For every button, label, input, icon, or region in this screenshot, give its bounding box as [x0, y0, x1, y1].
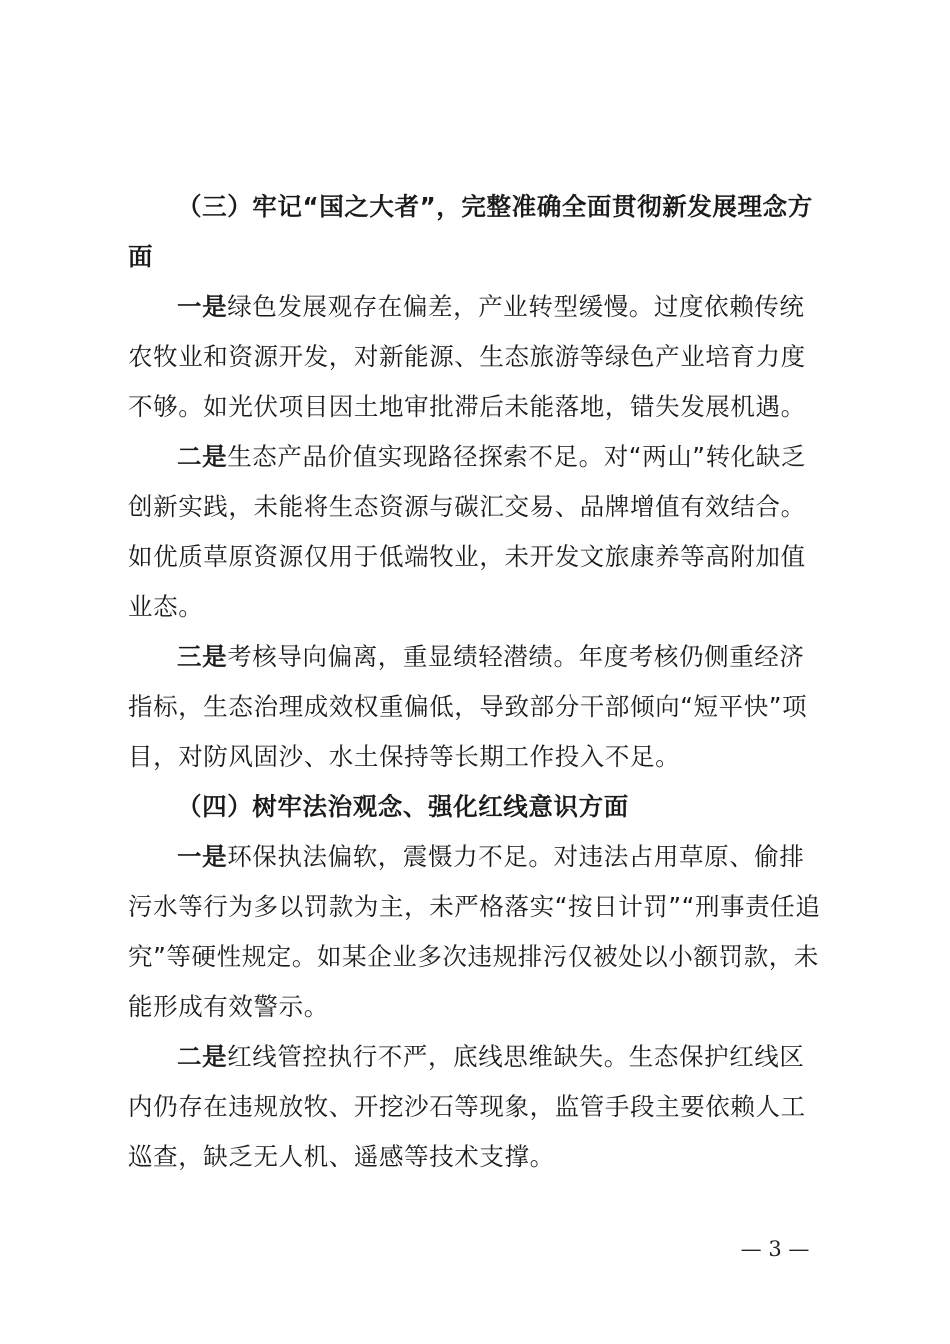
- item-lead: 二是: [177, 442, 228, 471]
- paragraph-line: 不够。如光伏项目因土地审批滞后未能落地，错失发展机遇。: [128, 392, 806, 421]
- paragraph-text: 生态产品价值实现路径探索不足。对“两山”转化缺乏: [227, 442, 806, 471]
- paragraph-line: [177, 282, 837, 332]
- paragraph-line: 巡查，缺乏无人机、遥感等技术支撑。: [128, 1142, 555, 1171]
- paragraph-line: 能形成有效警示。: [128, 992, 329, 1021]
- item-lead: 三是: [177, 642, 228, 671]
- paragraph-line: [177, 1032, 837, 1082]
- paragraph-line: 农牧业和资源开发，对新能源、生态旅游等绿色产业培育力度: [128, 342, 806, 371]
- paragraph-text: 红线管控执行不严，底线思维缺失。生态保护红线区: [227, 1042, 805, 1071]
- paragraph-line: [177, 632, 837, 682]
- paragraph-line: 业态。: [128, 592, 204, 621]
- section-heading-3-cont: 面: [128, 242, 154, 271]
- paragraph-line: [177, 432, 837, 482]
- item-lead: 二是: [177, 1042, 228, 1071]
- paragraph-line: 究”等硬性规定。如某企业多次违规排污仅被处以小额罚款，未: [128, 942, 819, 971]
- paragraph-line: 目，对防风固沙、水土保持等长期工作投入不足。: [128, 742, 681, 771]
- section-heading-4: （四）树牢法治观念、强化红线意识方面: [177, 792, 629, 821]
- paragraph-line: 内仍存在违规放牧、开挖沙石等现象，监管手段主要依赖人工: [128, 1092, 806, 1121]
- paragraph-line: 创新实践，未能将生态资源与碳汇交易、品牌增值有效结合。: [128, 492, 806, 521]
- paragraph-line: 指标，生态治理成效权重偏低，导致部分干部倾向“短平快”项: [128, 692, 808, 721]
- paragraph-line: 污水等行为多以罚款为主，未严格落实“按日计罚”“刑事责任追: [128, 892, 821, 921]
- page-number: — 3 —: [740, 1237, 810, 1261]
- paragraph-text: 绿色发展观存在偏差，产业转型缓慢。过度依赖传统: [227, 292, 805, 321]
- paragraph-line: [177, 832, 837, 882]
- item-lead: 一是: [177, 842, 228, 871]
- paragraph-text: 考核导向偏离，重显绩轻潜绩。年度考核仍侧重经济: [227, 642, 805, 671]
- paragraph-line: 如优质草原资源仅用于低端牧业，未开发文旅康养等高附加值: [128, 542, 806, 571]
- item-lead: 一是: [177, 292, 228, 321]
- paragraph-text: 环保执法偏软，震慑力不足。对违法占用草原、偷排: [227, 842, 805, 871]
- section-heading-3: （三）牢记“国之大者”，完整准确全面贯彻新发展理念方: [177, 192, 813, 221]
